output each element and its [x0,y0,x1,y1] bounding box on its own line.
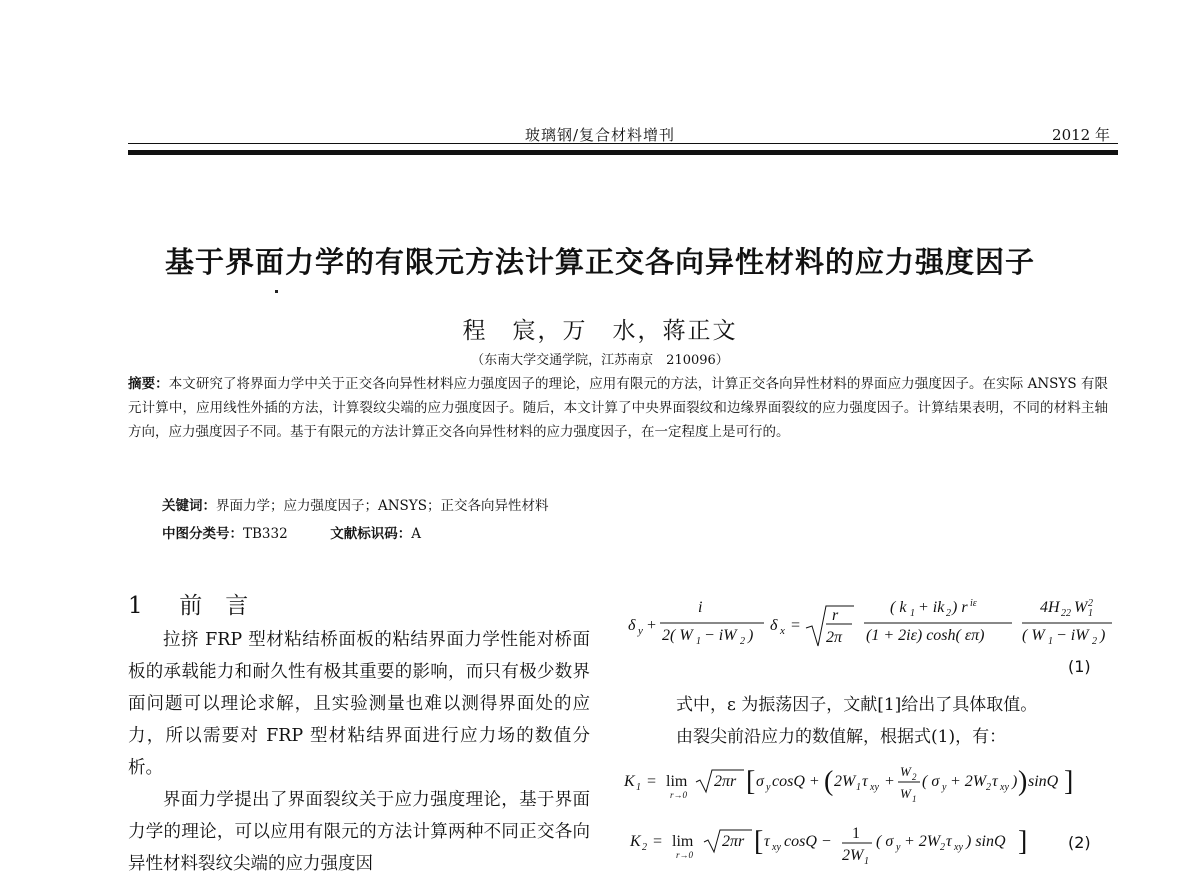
svg-text:1: 1 [864,856,869,867]
right-line-1: 式中，ε 为振荡因子，文献[1]给出了具体取值。 [676,695,1038,715]
classification-label: 中图分类号： [162,526,243,542]
svg-text:1: 1 [912,794,917,804]
keywords-text: 界面力学；应力强度因子；ANSYS；正交各向异性材料 [216,498,549,514]
svg-text:y: y [942,782,947,793]
svg-text:): ) [748,627,754,644]
svg-text:sinQ: sinQ [1028,773,1059,790]
equation-2b-graphic [620,818,1120,868]
header-year: 2012 年 [1052,126,1110,144]
svg-text:[: [ [754,826,764,857]
svg-text:− iW: − iW [704,627,737,644]
equation-2a [620,758,1120,808]
svg-text:2: 2 [740,636,745,647]
equation-2a-graphic [620,758,1120,808]
svg-text:2: 2 [642,842,647,853]
svg-text:2: 2 [1092,636,1097,647]
abstract-text: 本文研究了将界面力学中关于正交各向异性材料应力强度因子的理论，应用有限元的方法，计算正交各向异性材料的界面应力强度因子。在实际 ANSYS 有限元计算中，应用线性外插的方法，计算裂纹尖端的应力强度因子。随后，本文计算了中央界面裂纹和边缘界面裂纹的应力强度因子。计算结果表明，不同的材料主轴方向，应力强度因子不同。基于有限元的方法计算正交各向异性材料的应力强度因子，在一定程度上是可行的。 [128,376,1108,440]
left-column-body [128,624,590,880]
svg-text:τ: τ [862,773,868,790]
svg-text:xy: xy [1000,782,1009,793]
equation-1 [608,588,1128,658]
svg-text:[: [ [746,766,756,797]
equation-2-number: (2) [1068,833,1091,852]
section-title: 前 言 [179,593,249,619]
svg-text:lim: lim [666,773,688,790]
svg-text:=: = [652,833,663,850]
svg-text:r→0: r→0 [670,790,688,800]
svg-text:y: y [766,782,771,793]
svg-text:): ) [1012,773,1018,790]
paragraph-2: 界面力学提出了界面裂纹关于应力强度理论，基于界面力学的理论，可以应用有限元的方法计算两种不同正交各向异性材料裂纹尖端的应力强度因 [128,790,590,874]
equation-1-number: (1) [1068,657,1091,676]
header-rule-thick [128,150,1118,155]
svg-text:=: = [790,617,801,634]
affiliation: （东南大学交通学院，江苏南京 210096） [471,353,729,368]
svg-text:1: 1 [852,825,860,842]
svg-text:( σ: ( σ [876,833,894,850]
svg-text:1: 1 [1088,608,1093,619]
svg-text:2W: 2W [834,773,856,790]
svg-text:+ ik: + ik [918,599,945,616]
svg-text:): ) [1018,766,1028,797]
svg-text:+: + [884,773,895,790]
svg-text:1: 1 [1048,636,1053,647]
svg-text:xy: xy [772,842,781,853]
stray-dot [275,290,278,293]
svg-text:( W: ( W [1022,627,1045,644]
svg-text:y: y [638,625,643,637]
abstract-label: 摘要： [128,376,169,392]
svg-text:=: = [646,773,657,790]
svg-text:W: W [900,786,911,801]
svg-text:( k: ( k [890,599,907,616]
paragraph-1: 拉挤 FRP 型材粘结桥面板的粘结界面力学性能对桥面板的承载能力和耐久性有极其重要的影响，而只有极少数界面问题可以理论求解，且实验测量也难以测得界面处的应力，所以需要对 FRP 型材粘结界面进行应力场的数值分析。 [128,630,590,778]
doc-code-value: A [411,526,422,542]
svg-text:W: W [900,764,911,779]
header-rule-thin [128,143,1118,144]
svg-text:τ: τ [946,833,952,850]
svg-text:2W: 2W [842,847,864,864]
doc-code-label: 文献标识码： [330,526,412,542]
svg-text:r: r [832,607,839,624]
svg-text:τ: τ [764,833,770,850]
equation-1-graphic [608,588,1128,658]
svg-text:W: W [1074,599,1088,616]
svg-text:− iW: − iW [1056,627,1089,644]
svg-text:1: 1 [856,782,861,793]
svg-text:cosQ −: cosQ − [784,833,832,850]
svg-text:xy: xy [870,782,879,793]
svg-text:2: 2 [1088,598,1093,609]
svg-text:δ: δ [770,617,778,634]
svg-text:) sinQ: ) sinQ [966,833,1006,850]
svg-text:x: x [780,625,785,637]
svg-text:2: 2 [912,772,917,782]
svg-text:σ: σ [756,773,764,790]
paper-title: 基于界面力学的有限元方法计算正交各向异性材料的应力强度因子 [164,245,1035,279]
svg-text:K: K [630,833,641,850]
svg-text:+ 2W: + 2W [904,833,941,850]
svg-text:1: 1 [696,636,701,647]
svg-text:]: ] [1018,826,1028,857]
section-number: 1 [128,593,143,619]
svg-text:2πr: 2πr [722,833,745,850]
svg-text:): ) [1100,627,1106,644]
journal-header: 玻璃钢/复合材料增刊 [524,126,676,144]
classification [162,522,421,542]
svg-text:(: ( [824,766,834,797]
svg-text:2: 2 [940,842,945,853]
svg-text:1: 1 [910,608,915,619]
svg-text:2: 2 [946,608,951,619]
keywords-label: 关键词： [162,498,216,514]
svg-text:2: 2 [986,782,991,793]
svg-text:]: ] [1064,766,1074,797]
section-heading [128,587,248,620]
right-line-2: 由裂尖前沿应力的数值解，根据式(1)，有： [676,727,1007,747]
classification-value: TB332 [243,526,288,542]
svg-text:τ: τ [992,773,998,790]
svg-text:4H: 4H [1040,599,1060,616]
svg-text:2πr: 2πr [714,773,737,790]
svg-text:) r: ) r [952,599,968,616]
abstract [128,372,1108,444]
svg-text:δ: δ [628,617,636,634]
equation-2b [620,818,1120,868]
svg-text:xy: xy [954,842,963,853]
svg-text:( σ: ( σ [922,773,940,790]
svg-text:22: 22 [1061,608,1071,619]
svg-text:1: 1 [636,782,641,793]
svg-text:2π: 2π [826,629,843,646]
svg-text:K: K [624,773,635,790]
svg-text:+ 2W: + 2W [950,773,987,790]
svg-text:cosQ +: cosQ + [772,773,820,790]
svg-text:+: + [646,617,657,634]
svg-text:2( W: 2( W [662,627,693,644]
svg-text:(1 + 2iε) cosh( επ): (1 + 2iε) cosh( επ) [866,627,985,644]
svg-text:y: y [896,842,901,853]
svg-text:i: i [698,599,703,616]
authors: 程 宸，万 水，蒋正文 [462,318,738,344]
svg-text:r→0: r→0 [676,850,694,860]
keywords [162,494,548,514]
svg-text:lim: lim [672,833,694,850]
svg-text:iε: iε [970,598,977,609]
